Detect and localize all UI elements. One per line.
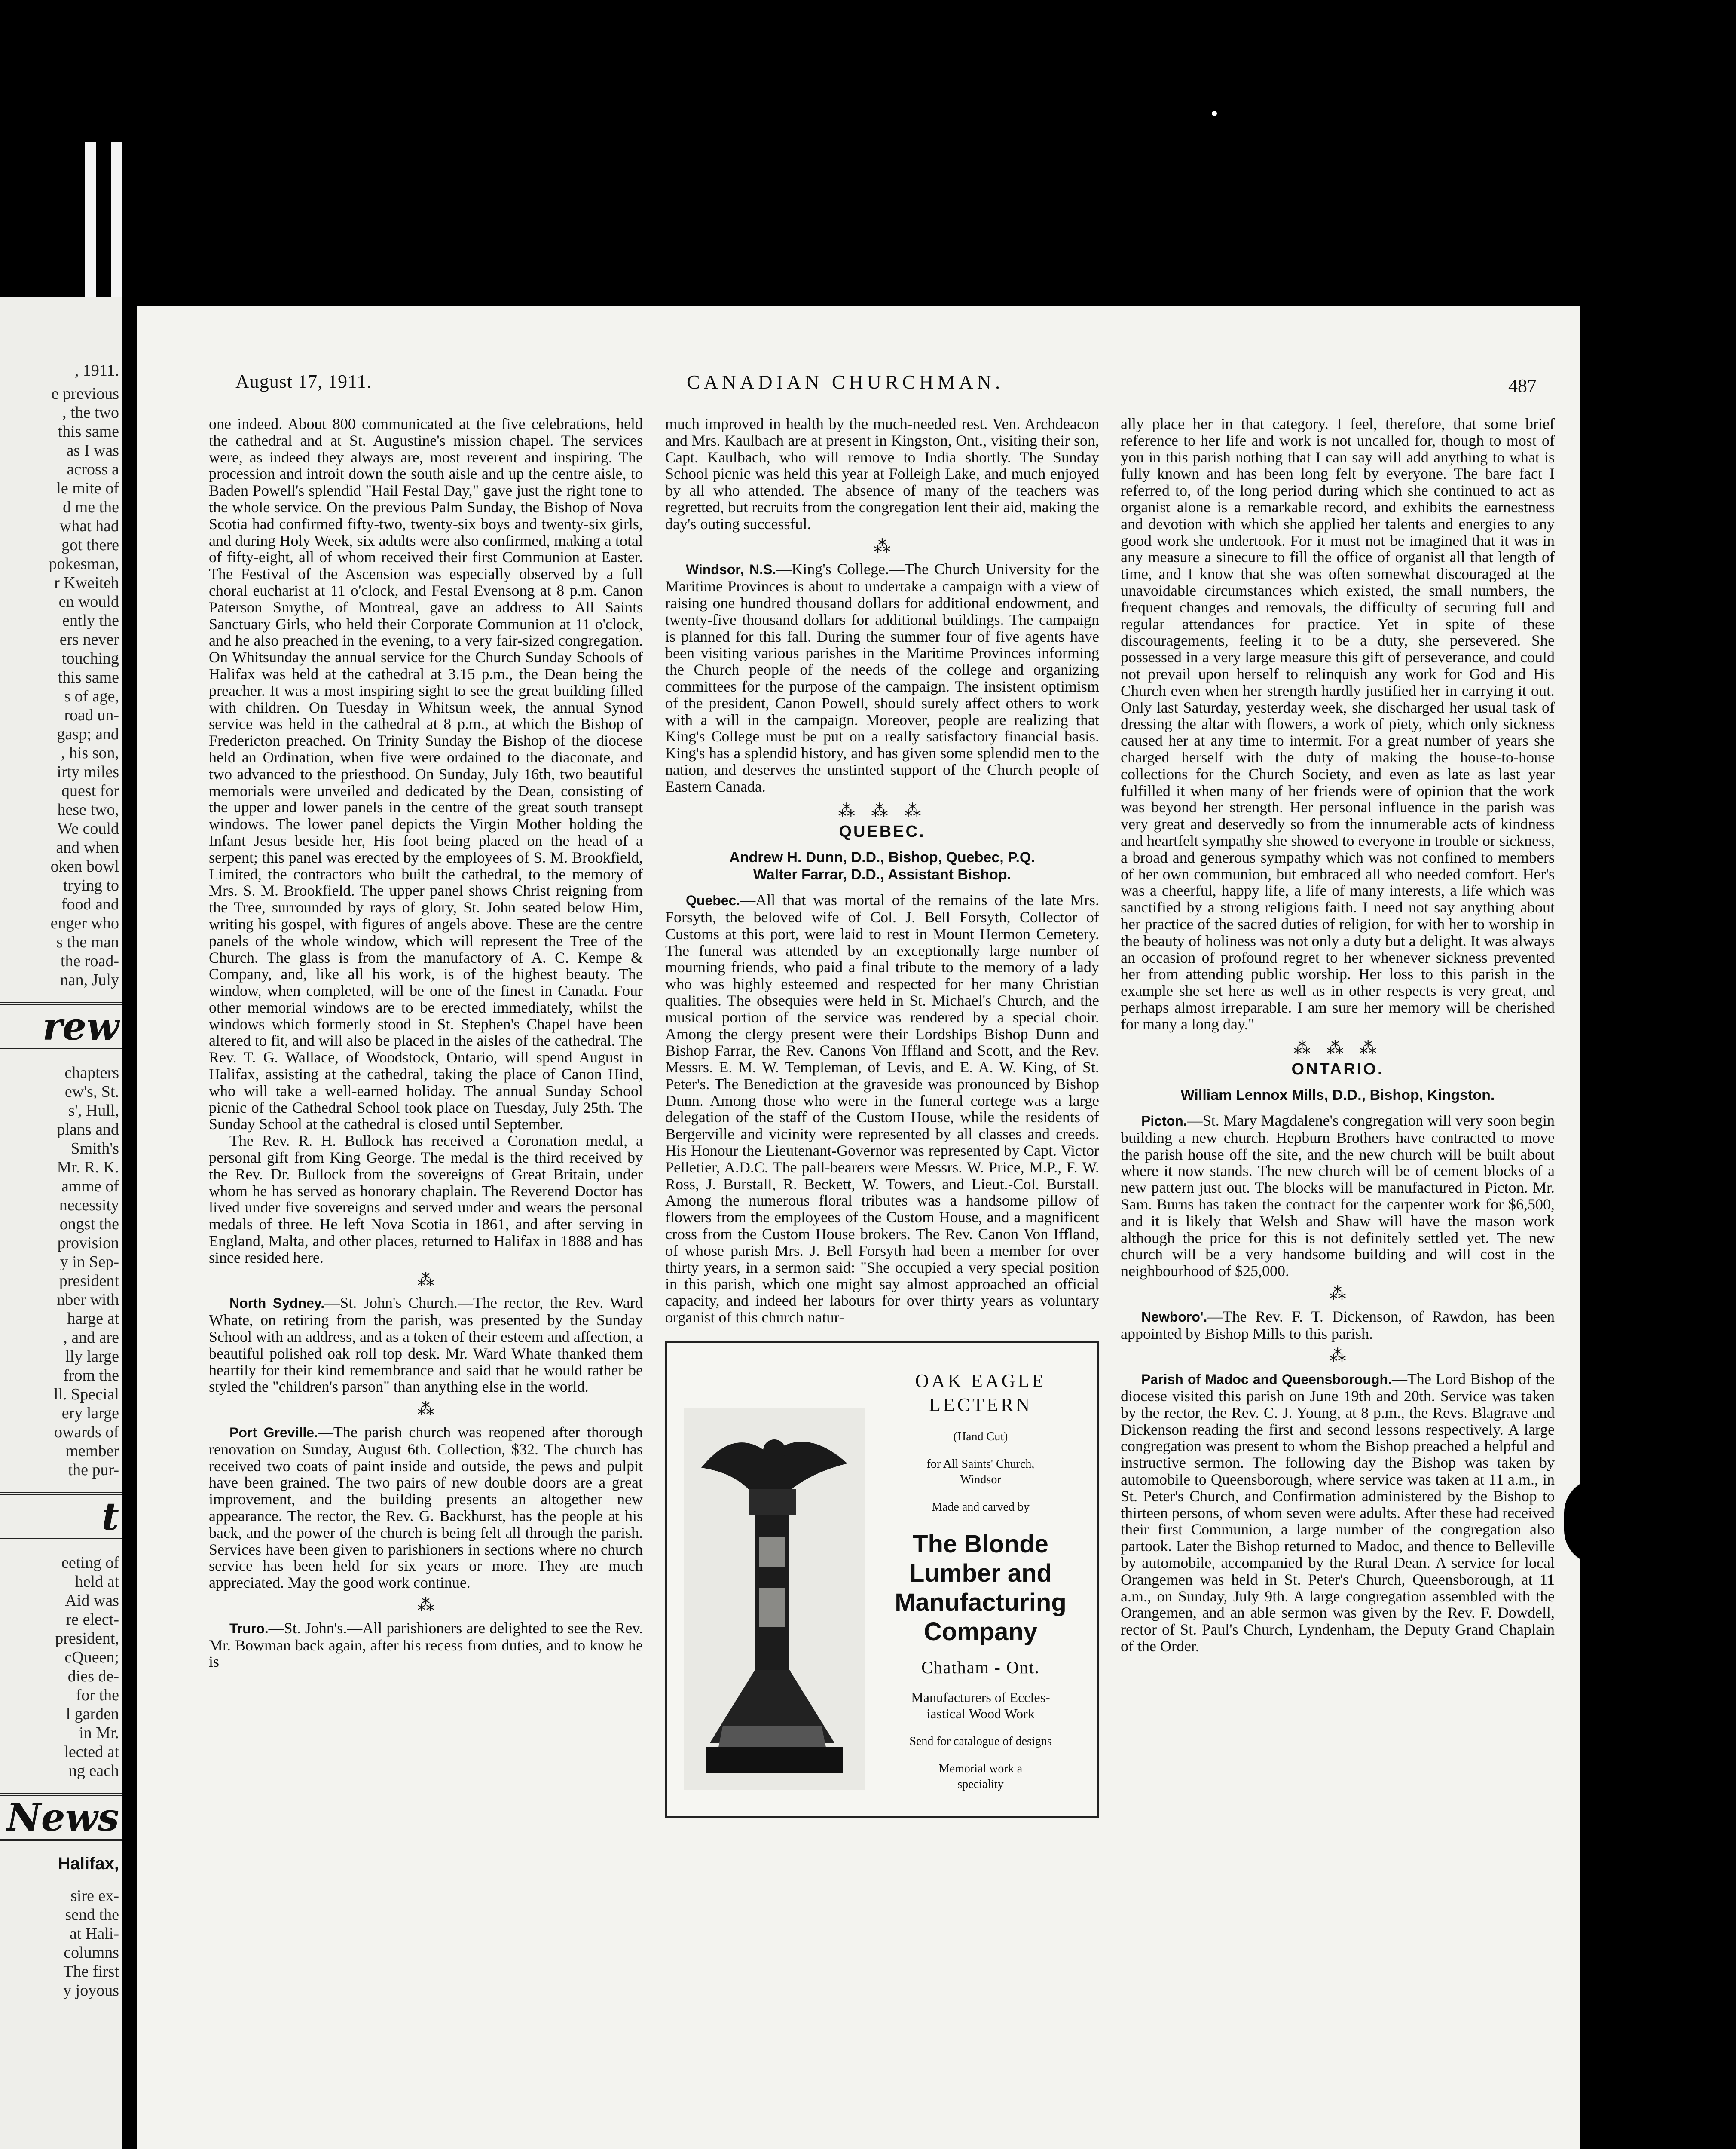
prev-page-date-fragment: , 1911.	[74, 361, 119, 380]
bishop-name: Andrew H. Dunn, D.D., Bishop, Quebec, P.Q.	[729, 849, 1035, 866]
newspaper-page	[137, 306, 1580, 2149]
news-body: —The Lord Bishop of the diocese visited this parish on June 19th and 20th. Service was taken by the rector, the Rev. C. J. Young, at 8 p.m., the Revs. Blagrave and Dickenson reading the first and second lessons respectively. A large congregation was present to whom the Bishop preached a helpful and instructive sermon. The following day the Bishop was taken by automobile to Queensborough, where service was taken at 11 a.m., in St. Peter's Church, and Confirmation administered by the Bishop to thirteen persons, of whom seven were adults. After these had received their first Communion, a large number of the congregation also partook. Later the Bishop returned to Madoc, and thence to Belleville by automobile, accompanied by the Rural Dean. A service for local Orangemen was held in St. Peter's Church, Queensborough, at 11 a.m., on Sunday, July 9th. A large congregation assembled with the Orangemen, and an able sermon was given by the Rev. F. Dowdell, rector of St. Paul's Church, Lyndenham, the Deputy Grand Chaplain of the Order.	[1121, 1370, 1555, 1655]
news-item-madoc	[1121, 1371, 1555, 1655]
advertisement-lectern	[665, 1341, 1099, 1818]
ad-made-by: Made and carved by	[932, 1500, 1030, 1514]
section-heading-ontario: ONTARIO.	[1291, 1060, 1384, 1079]
ad-for-line: Windsor	[960, 1472, 1001, 1486]
prev-page-heading-fragment: t	[0, 1492, 122, 1540]
article-paragraph: The Rev. R. H. Bullock has received a Coronation medal, a personal gift from King George. The medal is the third received by the Rev. Dr. Bullock from the sovereigns of Great Britain, under whom he has served as honorary chaplain. The Reverend Doctor has lived under five sovereigns and served under and wears the personal medals of three. He left Nova Scotia in 1861, and after serving in England, Malta, and other places, returned to Halifax in 1888 and has since resided here.	[209, 1132, 643, 1266]
news-item-port-greville	[209, 1424, 643, 1591]
dateline: Newboro'.	[1141, 1309, 1207, 1325]
dateline: Windsor, N.S.	[686, 562, 776, 578]
news-body: —King's College.—The Church University for the Maritime Provinces is about to undertake a campaign with a view of raising one hundred thousand dollars for additional endowment, and twenty-five thousand dollars for additional buildings. The campaign is planned for this fall. During the summer four of five agents have been visiting various parishes in the Maritime Provinces informing the Church people of the needs of the college and organizing committees for the purpose of the campaign. The insistent optimism of the president, Canon Powell, should surely affect others to work with a will in the campaign. Moreover, people are realizing that King's College must be put on a really satisfactory financial basis. King's has a splendid history, and has given some splendid men to the nation, and deserves the unstinted support of the Church people of Eastern Canada.	[665, 560, 1099, 795]
ad-hand-cut: (Hand Cut)	[953, 1430, 1008, 1443]
ad-catalogue: Send for catalogue of designs	[909, 1734, 1052, 1748]
binding-clip	[1564, 1479, 1633, 1564]
news-item-newboro	[1121, 1308, 1555, 1342]
assistant-bishop-name: Walter Farrar, D.D., Assistant Bishop.	[753, 866, 1012, 883]
dateline: North Sydney.	[229, 1295, 325, 1311]
news-body: —The Rev. F. T. Dickenson, of Rawdon, has been appointed by Bishop Mills to this parish.	[1121, 1307, 1555, 1342]
section-ornament: ⁂	[417, 1399, 434, 1420]
film-bar-top-left-1	[85, 142, 96, 314]
article-paragraph: one indeed. About 800 communicated at the five celebrations, held the cathedral and at St. Augustine's mission chapel. The services were, as indeed they always are, most reverent and inspiring. The procession and introit down the south aisle and up the centre aisle, to Baden Powell's splendid "Hail Festal Day," gave just the right tone to the whole service. On the previous Palm Sunday, the Bishop of Nova Scotia had confirmed fifty-two, twenty-six boys and twenty-six girls, and during Holy Week, six adults were also confirmed, making a total of fifty-eight, all of whom received their first Communion at Easter. The Festival of the Ascension was especially observed by a full choral eucharist at 11 o'clock, and Festal Evensong at 8 p.m. Canon Paterson Smythe, of Montreal, gave an address to All Saints Sanctuary Girls, who held their Corporate Communion at 11 o'clock, and he also preached in the evening, to a very fair-sized congregation. On Whitsunday the annual service for the Church Sunday Schools of Halifax was held at the cathedral at 3.15 p.m., the Dean being the preacher. It was a most inspiring sight to see the great building filled with children. On Tuesday in Whitsun week, the annual Synod service was held in the cathedral at 8 p.m., at which the Bishop of Fredericton preached. On Trinity Sunday the Bishop of the diocese held an Ordination, when five were ordained to the diaconate, and two advanced to the priesthood. On Sunday, July 16th, two beautiful memorials were unveiled and dedicated by the Dean, consisting of the upper and lower panels in the centre of the great south transept windows. The lower panel depicts the Virgin Mother holding the Infant Jesus beside her, His foot being placed on the head of a serpent; this panel was erected by the employees of S. M. Brookfield, Limited, the contractors who built the cathedral, to the memory of Mrs. S. M. Brookfield. The upper panel shows Christ reigning from the Tree, surrounded by rays of glory, St. John seated below Him, writing his gospel, with figures of angels above. These are the centre panels of the whole window, which will represent the Tree of the Church. The glass is from the manufactory of A. C. Kempe & Company, and, like all his work, is of the highest beauty. The window, when completed, will be one of the finest in Canada. Four other memorial windows are to be erected immediately, whilst the windows which formerly stood in St. Stephen's Chapel have been altered to fit, and will also be placed in the aisles of the cathedral. The Rev. T. G. Wallace, of Woodstock, Ontario, will spend August in Halifax, assisting at the cathedral, taking the place of Canon Hind, who will take a well-earned holiday. The annual Sunday School picnic of the Cathedral School took place on Tuesday, July 25th. The Sunday School at the cathedral is closed until September.	[209, 415, 643, 1133]
news-body: —St. John's Church.—The rector, the Rev. Ward Whate, on retiring from the parish, was presented by the Sunday School with an address, and as a token of their esteem and affection, a beautiful polished oak roll top desk. Mr. Ward Whate thanked them heartily for their kind remembrance and said that he would rather be styled the "children's parson" than anything else in the world.	[209, 1294, 643, 1396]
news-item-windsor	[665, 561, 1099, 795]
ad-memorial: speciality	[957, 1777, 1004, 1791]
section-ornament: ⁂	[417, 1595, 434, 1615]
film-speck	[1212, 111, 1217, 116]
ad-for-line: for All Saints' Church,	[926, 1457, 1035, 1471]
diocese-bishops	[665, 849, 1099, 883]
dateline: Port Greville.	[229, 1425, 318, 1441]
ad-firm-line: The Blonde	[913, 1530, 1048, 1558]
film-bar-top-left-2	[111, 142, 122, 314]
ad-manufacturers	[869, 1689, 1092, 1722]
column-1	[209, 416, 643, 1670]
issue-date: August 17, 1911.	[235, 371, 372, 392]
prev-page-subheading-fragment: Halifax,	[58, 1854, 119, 1873]
ad-firm-line: Company	[923, 1617, 1038, 1646]
bishop-name: William Lennox Mills, D.D., Bishop, Kingston.	[1180, 1087, 1495, 1104]
ad-title: LECTERN	[929, 1394, 1032, 1415]
section-ornament: ⁂	[1329, 1284, 1346, 1304]
news-body: —St. Mary Magdalene's congregation will very soon begin building a new church. Hepburn Brothers have contracted to move the parish house off the site, and the new church will be built about where it now stands. The new church will be of cement blocks of a new pattern just out. The blocks will be manufactured in Picton. Mr. Sam. Burns has taken the contract for the carpenter work for $6,500, and it is likely that Welsh and Shaw will have the mason work although the price for this is not definitely settled yet. The new church will be a very handsome building and will cost in the neighbourhood of $25,000.	[1121, 1112, 1555, 1280]
prev-page-heading-fragment: rew	[0, 1002, 122, 1050]
news-item-truro	[209, 1620, 643, 1670]
ad-location: Chatham - Ont.	[921, 1657, 1040, 1677]
eagle-lectern-illustration	[684, 1408, 865, 1790]
prev-page-text-fragment: eeting of held at Aid was re elect- president, cQueen; dies de- for the l garden in Mr. lected at ng each	[55, 1554, 119, 1780]
publication-title: CANADIAN CHURCHMAN.	[687, 371, 1004, 393]
dateline: Quebec.	[686, 893, 740, 909]
page-number: 487	[1508, 375, 1537, 396]
running-head	[137, 370, 1580, 396]
prev-page-text-fragment: e previous , the two this same as I was across a le mite of d me the what had got there pokesman, r Kweiteh en would ently the ers never touching this same s of age, road un- gasp; and , his son, irty miles quest for hese two, We could and when oken bowl trying to food and enger who s the man the road- nan, July	[49, 385, 119, 989]
previous-page-fragment	[0, 297, 122, 2149]
advertisement-text	[869, 1369, 1092, 1792]
dateline: Truro.	[229, 1620, 269, 1636]
news-item-north-sydney	[209, 1295, 643, 1395]
news-body: —All that was mortal of the remains of the late Mrs. Forsyth, the beloved wife of Col. J. Bell Forsyth, Collector of Customs at this port, were laid to rest in Mount Hermon Cemetery. The funeral was attended by an exceptionally large number of mourning friends, who paid a final tribute to the memory of a lady who was highly esteemed and respected for her many Christian qualities. The obsequies were held in St. Michael's Church, and the musical portion of the service was rendered by a special choir. Among the clergy present were their Lordships Bishop Dunn and Bishop Farrar, the Rev. Canons Von Iffland and Scott, and the Rev. Messrs. E. M. W. Templeman, of Levis, and E. A. W. King, of St. Peter's. The Benediction at the graveside was pronounced by Bishop Dunn. Among those who were in the funeral cortege was a large delegation of the staff of the Custom House, while the residents of Bergerville and vicinity were represented by all classes and creeds. His Honour the Lieutenant-Governor was represented by Capt. Victor Pelletier, A.D.C. The pall-bearers were Messrs. W. Price, M.P., F. W. Ross, J. Burstall, R. Beckett, W. Towers, and Lieut.-Col. Burstall. Among the numerous floral tributes was a handsome pillow of flowers from the employees of the Custom House, and a magnificent cross from the Custom House brokers. The Rev. Canon Von Iffland, of whose parish Mrs. J. Bell Forsyth had been a member for over thirty years, in a sermon said: "She occupied a very special position in this parish, which one might say almost approached an official capacity, and indeed her labours for over thirty years as voluntary organist of this church natur-	[665, 891, 1099, 1326]
section-ornament: ⁂ ⁂ ⁂	[838, 801, 926, 821]
section-ornament: ⁂	[874, 536, 891, 557]
section-ornament: ⁂ ⁂ ⁂	[1293, 1038, 1382, 1059]
ad-mfg-line: Manufacturers of Eccles-	[911, 1689, 1050, 1705]
news-body: —St. John's.—All parishioners are delighted to see the Rev. Mr. Bowman back again, after his recess from duties, and to know he is	[209, 1619, 643, 1671]
ad-memorial: Memorial work a	[938, 1762, 1023, 1776]
dateline: Parish of Madoc and Queensborough.	[1141, 1371, 1392, 1387]
prev-page-text-fragment: chapters ew's, St. s', Hull, plans and Smith's Mr. R. K. amme of necessity ongst the provision y in Sep- president nber with harge at , and are lly large from the ll. Special ery large owards of member the pur-	[54, 1064, 119, 1479]
article-paragraph: ally place her in that category. I feel, therefore, that some brief reference to her life and work is not uncalled for, though to most of you in this parish nothing that I can say will add anything to what is fully known and has been long felt by everyone. The bare fact I referred to, of the long period during which she continued to act as organist alone is a remarkable record, and exhibits the earnestness and devotion with which she applied her talents and energies to any good work she undertook. For it must not be imagined that it was in any measure a sinecure to fill the office of organist all that length of time, and I know that she was often somewhat discouraged at the unavoidable circumstances which existed, the small numbers, the frequent changes and removals, the difficulty of securing full and regular attendances for practice. Yet in spite of these discouragements, feeling it to be a duty, she persevered. She possessed in a very large measure this gift of perseverance, and could not prevail upon herself to relinquish any work for God and His Church even when her strength hardly justified her in carrying it out. Only last Saturday, yesterday week, she discharged her usual task of dressing the altar with flowers, a work of piety, which only sickness caused her at any time to intermit. For a great number of years she charged herself with the duty of making the house-to-house collections for the Church Society, and even as late as last year fulfilled it when many of her friends were of opinion that the work was beyond her strength. Her personal influence in the parish was very great and deservedly so from the innumerable acts of kindness and heartfelt sympathy she showed to everyone in trouble or sickness, a broad and generous sympathy which was not confined to members of her own communion, but embraced all who needed comfort. Her's was a cheerful, happy life, a life of many interests, a life which was sanctified by a strong religious faith. I need not say anything about her practice of the sacred duties of religion, for with her to worship in the beauty of holiness was not only a duty but a delight. It was always an occasion of profound regret to her whenever sickness prevented her from attending public worship. Her loss to this parish in the example she set here as well as in other respects is very great, and perhaps almost irreparable. I am sure her memory will be cherished for many a long day."	[1121, 415, 1555, 1033]
ad-title: OAK EAGLE	[915, 1370, 1046, 1391]
ad-firm-name	[869, 1530, 1092, 1647]
news-body: —The parish church was reopened after thorough renovation on Sunday, August 6th. Collection, $32. The church has received two coats of paint inside and outside, the pews and pulpit have been grained. The two pairs of new double doors are a great improvement, and the building presents an altogether new appearance. The rector, the Rev. G. Backhurst, has the people at his back, and the power of the church is being felt all through the parish. Services have been given to parishioners in sections where no church service has been held for six years or more. They are much appreciated. May the good work continue.	[209, 1423, 643, 1592]
ad-mfg-line: iastical Wood Work	[926, 1705, 1035, 1721]
section-ornament: ⁂	[1329, 1346, 1346, 1366]
prev-page-heading-fragment: News	[0, 1793, 122, 1841]
ad-firm-line: Manufacturing	[895, 1588, 1067, 1616]
news-item-picton	[1121, 1112, 1555, 1280]
section-ornament: ⁂	[417, 1270, 434, 1290]
news-item-quebec	[665, 892, 1099, 1326]
column-2	[665, 416, 1099, 1818]
column-3	[1121, 416, 1555, 1655]
prev-page-text-fragment: sire ex- send the at Hali- columns The first y joyous	[63, 1887, 119, 1999]
dateline: Picton.	[1141, 1113, 1187, 1129]
ad-firm-line: Lumber and	[909, 1559, 1052, 1587]
article-paragraph: much improved in health by the much-needed rest. Ven. Archdeacon and Mrs. Kaulbach are at present in Kingston, Ont., visiting their son, Capt. Kaulbach, who will remove to India shortly. The Sunday School picnic was held this year at Folleigh Lake, and much enjoyed by all who attended. The absence of many of the teachers was regretted, but recruits from the congregation lent their aid, making the day's outing successful.	[665, 415, 1099, 533]
section-heading-quebec: QUEBEC.	[839, 823, 926, 841]
